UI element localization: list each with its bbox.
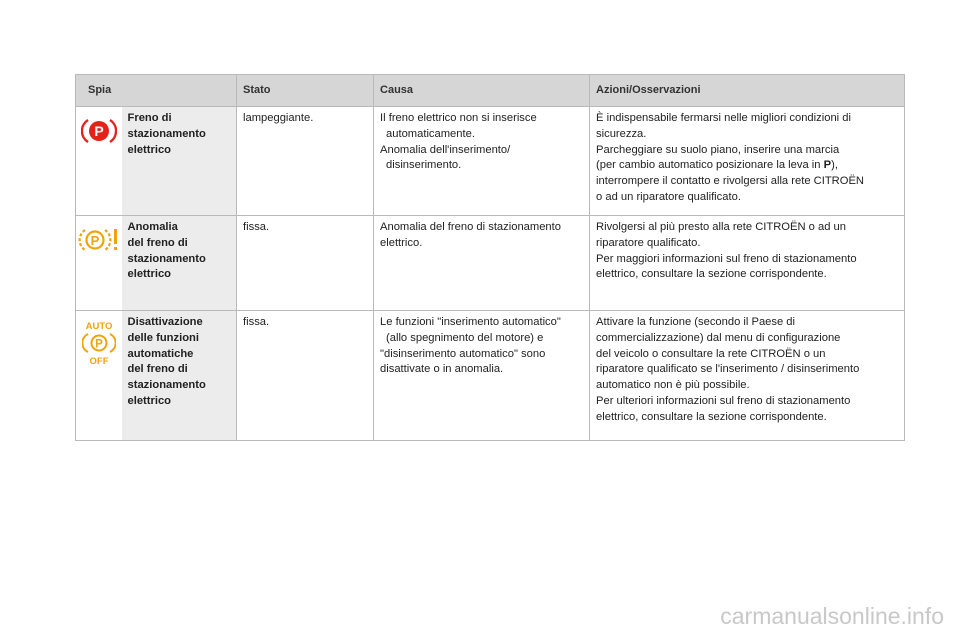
- parking-brake-red-icon: [81, 116, 117, 146]
- watermark: carmanualsonline.info: [720, 603, 944, 629]
- warning-name: Freno di stazionamento elettrico: [122, 107, 237, 216]
- table-row: [76, 311, 905, 441]
- svg-text:P: P: [90, 233, 100, 248]
- icon-off-text: OFF: [89, 356, 109, 366]
- parking-brake-fault-icon: [78, 225, 120, 255]
- header-causa: Causa: [374, 75, 590, 107]
- warning-name: Anomalia del freno di stazionamento elettrico: [122, 216, 237, 311]
- header-azioni: Azioni/Osservazioni: [590, 75, 905, 107]
- warning-lights-table: [75, 74, 905, 441]
- table-row: [76, 216, 905, 311]
- icon-auto-text: AUTO: [85, 321, 113, 332]
- icon-cell: [76, 107, 122, 216]
- causa-cell: Anomalia del freno di stazionamento elettrico.: [374, 216, 590, 311]
- table-row: [76, 107, 905, 216]
- causa-cell: Le funzioni "inserimento automatico" (allo spegnimento del motore) e "disinserimento automatico" sono disattivate o in anomalia.: [374, 311, 590, 441]
- azioni-cell: È indispensabile fermarsi nelle migliori condizioni di sicurezza. Parcheggiare su suolo piano, inserire una marcia (per cambio automatico posizionare la leva in P), interrompere il contatto e rivolgersi alla rete CITROËN o ad un riparatore qualificato.: [590, 107, 905, 216]
- stato-cell: fissa.: [237, 311, 374, 441]
- header-spia: Spia: [76, 75, 237, 107]
- azioni-cell: Rivolgersi al più presto alla rete CITROËN o ad un riparatore qualificato. Per maggiori informazioni sul freno di stazionamento elettrico, consultare la sezione corrispondente.: [590, 216, 905, 311]
- causa-cell: Il freno elettrico non si inserisce automaticamente. Anomalia dell'inserimento/ disinserimento.: [374, 107, 590, 216]
- stato-cell: lampeggiante.: [237, 107, 374, 216]
- icon-cell: [76, 216, 122, 311]
- warning-name: Disattivazione delle funzioni automatiche del freno di stazionamento elettrico: [122, 311, 237, 441]
- svg-text:P: P: [94, 123, 104, 139]
- svg-text:P: P: [94, 338, 103, 351]
- header-stato: Stato: [237, 75, 374, 107]
- azioni-cell: Attivare la funzione (secondo il Paese di commercializzazione) dal menu di configurazione del veicolo o consultare la rete CITROËN o un riparatore qualificato se l'inserimento / disinserimento automatico non è più possibile. Per ulteriori informazioni sul freno di stazionamento elettrico, consultare la sezione corrispondente.: [590, 311, 905, 441]
- table-header-row: [76, 75, 905, 107]
- stato-cell: fissa.: [237, 216, 374, 311]
- icon-cell: [76, 311, 122, 441]
- auto-parking-brake-off-icon: [82, 320, 116, 366]
